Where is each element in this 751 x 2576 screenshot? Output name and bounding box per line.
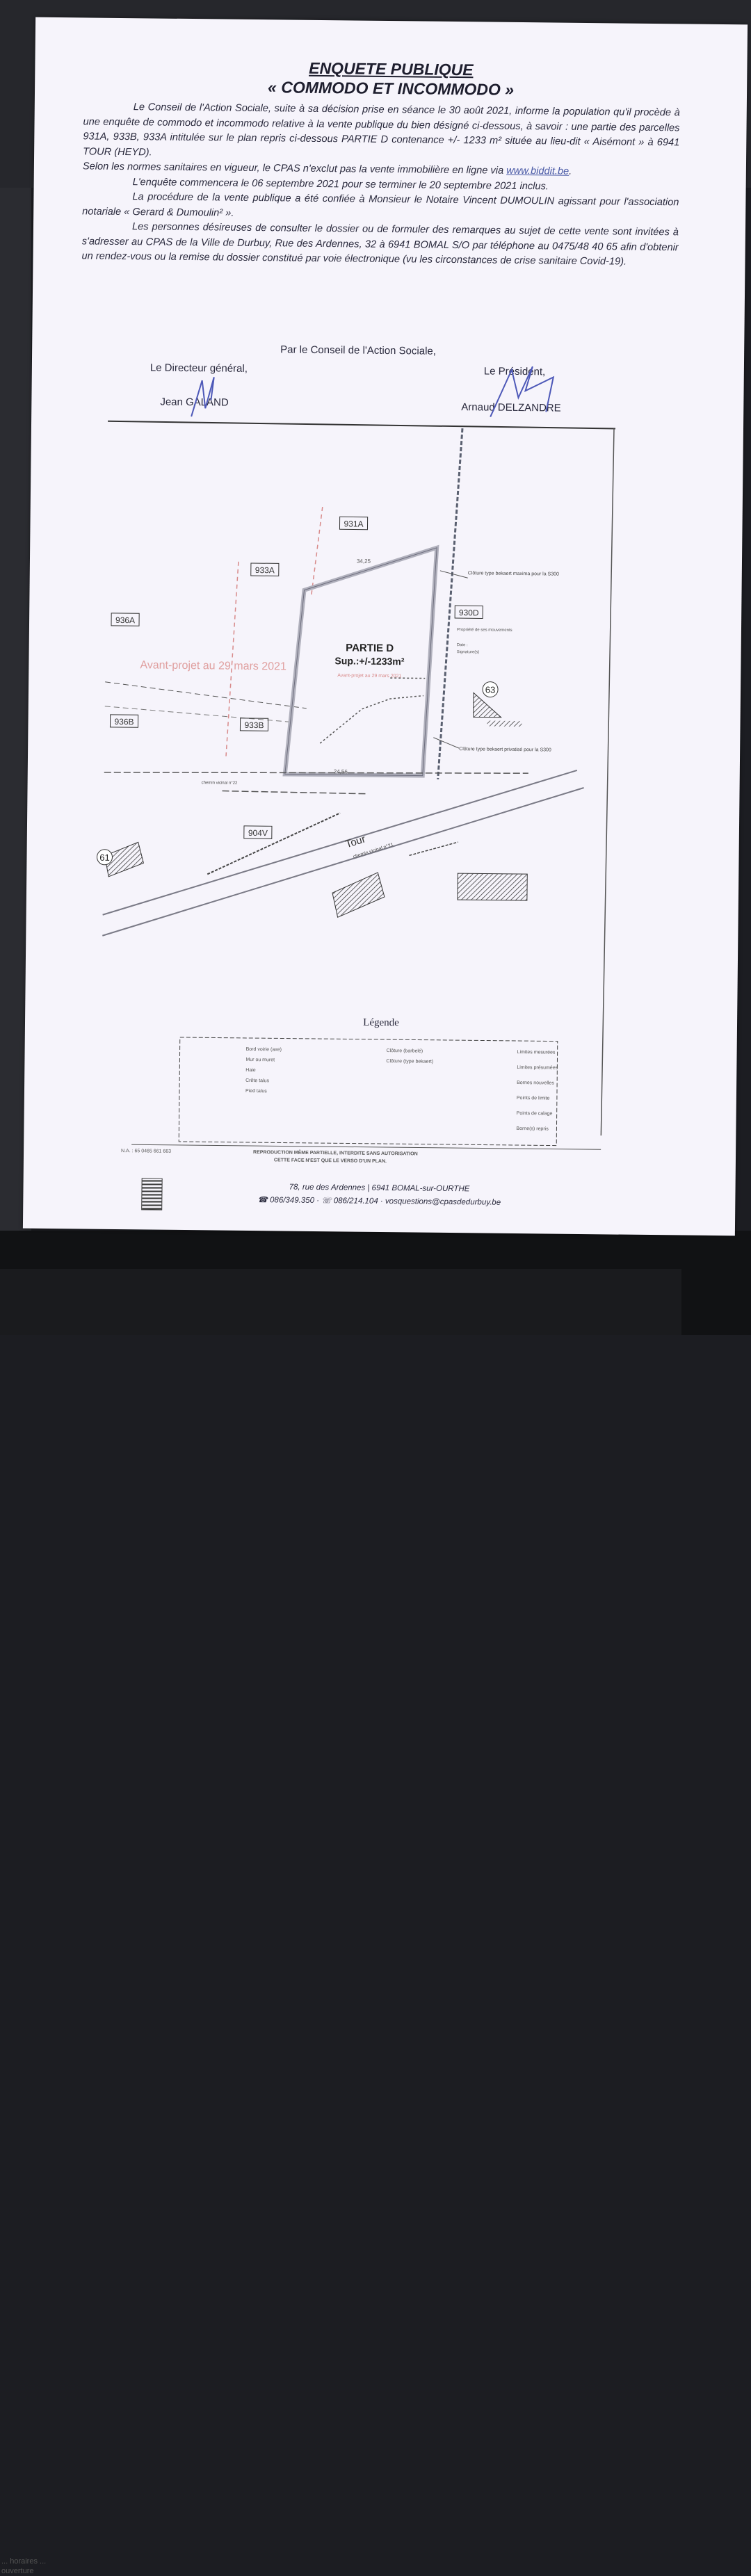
legend-item-road-edge: Bord voirie (axe) <box>245 1046 282 1053</box>
partie-d-draft-note: Avant-projet au 29 mars 2021 <box>337 673 402 679</box>
owner-note: Propriété de ses mouvements <box>456 628 512 633</box>
building-south <box>332 872 385 918</box>
notice-subtitle: « COMMODO ET INCOMMODO » <box>267 78 515 99</box>
parcel-904v: 904V <box>248 827 268 839</box>
building-63-strip <box>487 721 522 727</box>
legend-item-slope-top: Crête talus <box>245 1078 270 1084</box>
legend-title: Légende <box>363 1016 399 1029</box>
paragraph-contact: Les personnes désireuses de consulter le dossier ou de formuler des remarques au sujet de cette vente sont invitées à s'adresser au CPAS de la Ville de Durbuy, Rue des Ardennes, 32 à 6941 BOMAL S/O par téléphone au 0475/48 40 65 afin d'obtenir un rendez-vous ou la remise du dossier constitué par voie électronique (vu les circonstances de crise sanitaire Covid-19). <box>81 221 679 268</box>
director-role: Le Directeur général, <box>150 362 248 375</box>
road-fence-2 <box>410 841 458 856</box>
fence-note-bottom-leader <box>433 738 459 748</box>
vicinal-path-22 <box>222 791 368 794</box>
footer-disclaimer-1: REPRODUCTION MÊME PARTIELLE, INTERDITE SANS AUTORISATION <box>253 1150 418 1157</box>
paragraph-notary: La procédure de la vente publique a été confiée à Monsieur le Notaire Vincent DUMOULIN agissant pour l'association notariale « Gerard & Dumoulin² ». <box>82 191 679 219</box>
cadastral-plan <box>23 17 748 1236</box>
fence-note-bottom: Clôture type bekaert privatisé pour la S300 <box>459 747 551 753</box>
path-note: chemin vicinal n°22 <box>201 781 238 786</box>
interior-fence <box>320 695 423 745</box>
partie-d-label: PARTIE D <box>346 642 394 655</box>
legend-item-wall: Mur ou muret <box>245 1057 275 1063</box>
signature-intro: Par le Conseil de l'Action Sociale, <box>280 343 437 357</box>
parcel-933a: 933A <box>255 565 275 576</box>
legend-item-existing-bornes: Borne(s) repris <box>516 1126 549 1132</box>
draft-label: Avant-projet au 29 mars 2021 <box>140 659 286 673</box>
legend-item-new-bornes: Bornes nouvelles <box>517 1080 554 1086</box>
bottom-strip-text: ... horaires ... ouverture <box>1 2557 47 2575</box>
director-signature <box>191 377 214 416</box>
parcel-boundary-dashed-2 <box>226 562 239 756</box>
street-note: chemin vicinal n°21 <box>353 842 394 860</box>
plan-top-border <box>108 421 615 429</box>
online-sale-text: Selon les normes sanitaires en vigueur, le CPAS n'exclut pas la vente immobilière en ligne via <box>82 161 504 177</box>
edge-dim-south: 24,56 <box>333 768 348 775</box>
legend-item-presumed-limits: Limites présumées <box>517 1065 558 1071</box>
legend-item-measured-limits: Limites mesurées <box>517 1050 556 1055</box>
legend-item-barbed-fence: Clôture (barbelé) <box>386 1048 423 1054</box>
director-name: Jean GALAND <box>160 396 229 409</box>
legend-box <box>179 1037 558 1146</box>
president-signature <box>490 366 554 418</box>
street-name: Tour <box>344 833 367 851</box>
legend-item-calage-points: Points de calage <box>516 1111 553 1117</box>
notice-sheet <box>23 17 748 1236</box>
legend-item-bekaert-fence: Clôture (type bekaert) <box>386 1059 434 1064</box>
parcel-933b: 933B <box>244 720 264 731</box>
president-role: Le Président, <box>483 365 546 378</box>
footer-contact: ☎ 086/349.350 · ☏ 086/214.104 · vosquestions@cpasdedurbuy.be <box>257 1196 501 1207</box>
background-bottom-panel <box>0 1269 681 2575</box>
parcel-930d: 930D <box>458 608 479 618</box>
road-fence <box>207 811 340 875</box>
road-edge-south <box>102 783 583 941</box>
fence-note-top: Clôture type bekaert maxima pour la S300 <box>467 571 559 577</box>
house-number-61: 61 <box>99 852 110 863</box>
parcel-936b: 936B <box>114 716 134 727</box>
building-east <box>458 873 527 900</box>
east-fence-line <box>438 428 462 779</box>
paragraph-online-sale: Selon les normes sanitaires en vigueur, le CPAS n'exclut pas la vente immobilière en ligne via www.biddit.be. <box>82 161 572 177</box>
parcel-931a: 931A <box>344 519 364 529</box>
legend-item-limit-points: Points de limite <box>516 1096 550 1101</box>
sign-note: Signature(s) <box>456 650 480 655</box>
partie-d-area: Sup.:+/-1233m² <box>334 655 405 667</box>
date-note: Date : <box>456 643 468 648</box>
biddit-link[interactable]: www.biddit.be <box>506 165 570 177</box>
legend-item-hedge: Haie <box>245 1067 256 1074</box>
paragraph-dates: L'enquête commencera le 06 septembre 2021 pour se terminer le 20 septembre 2021 inclus. <box>132 176 549 192</box>
cpas-coat-of-arms <box>141 1178 162 1210</box>
footer-disclaimer-2: CETTE FACE N'EST QUE LE VERSO D'UN PLAN. <box>273 1158 387 1165</box>
footer-ref: N.A. : 65 0465 661 663 <box>121 1149 172 1154</box>
parcel-936a: 936A <box>115 615 136 626</box>
paragraph-decision: Le Conseil de l'Action Sociale, suite à sa décision prise en séance le 30 août 2021, informe la population qu'il procède à une enquête de commodo et incommodo relative à la vente publique du bien désigné ci-dessous, à savoir : une partie des parcelles 931A, 933B, 933A intitulée sur le plan repris ci-dessous PARTIE D contenance +/- 1233 m² située au lieu-dit « Aisémont » à 6941 TOUR (HEYD). <box>83 102 680 158</box>
fence-note-top-leader <box>440 571 468 578</box>
notice-title: ENQUETE PUBLIQUE <box>309 58 474 79</box>
house-number-63: 63 <box>485 684 496 695</box>
footer-address: 78, rue des Ardennes | 6941 BOMAL-sur-OURTHE <box>289 1183 470 1194</box>
legend-item-slope-foot: Pied talus <box>245 1088 267 1094</box>
edge-dim-north: 34,25 <box>356 558 371 565</box>
president-name: Arnaud DELZANDRE <box>461 401 561 414</box>
parcel-boundary-dashed-3 <box>105 682 307 708</box>
